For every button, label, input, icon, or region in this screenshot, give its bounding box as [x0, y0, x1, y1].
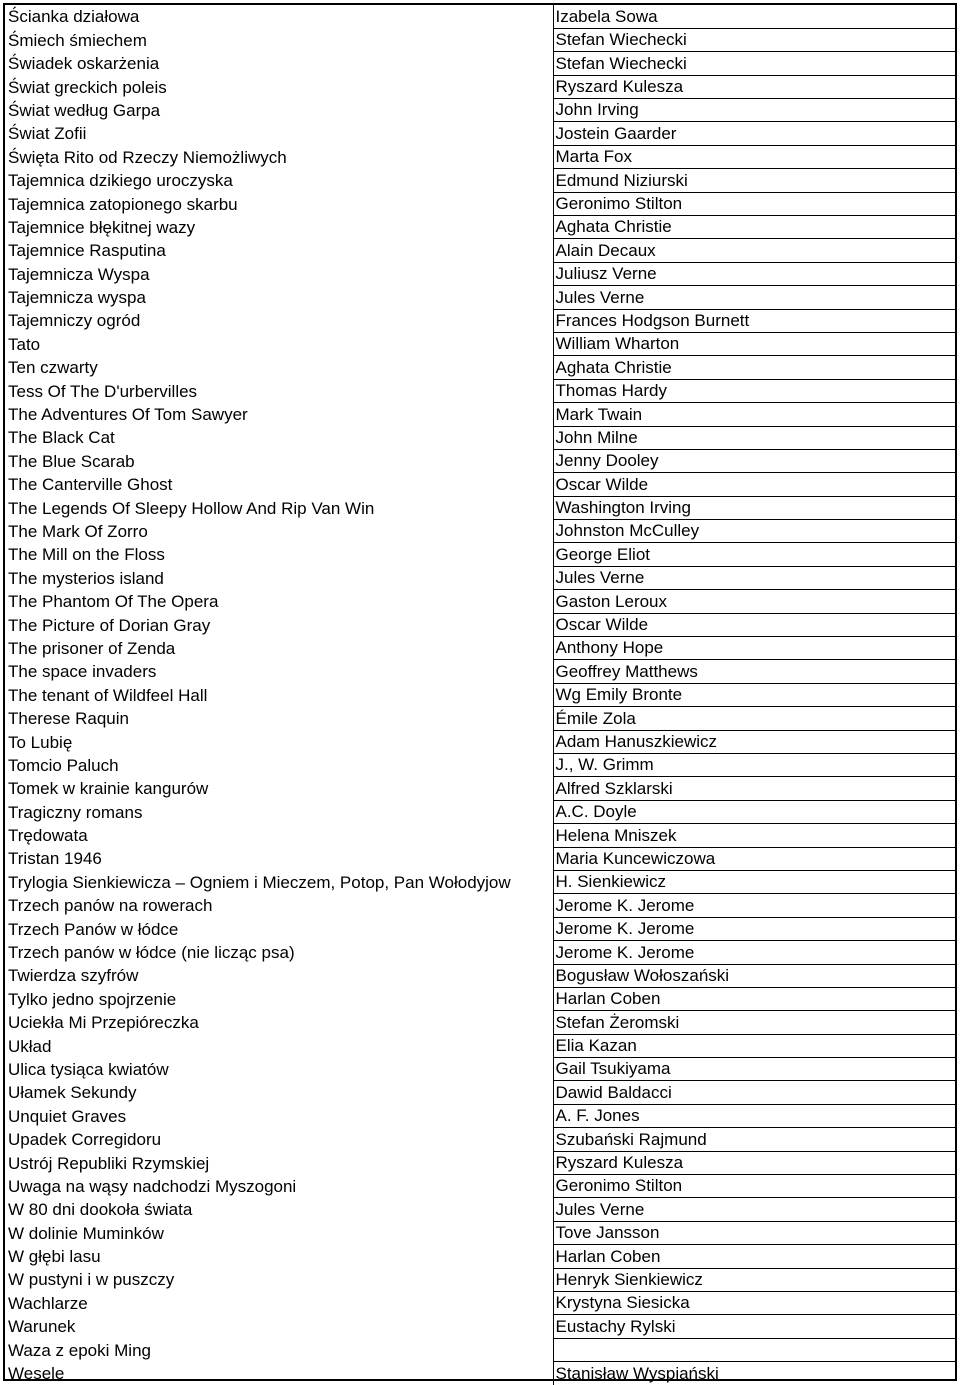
book-list-sheet [3, 3, 957, 1384]
table-row [5, 1362, 955, 1385]
table-row [5, 777, 955, 800]
table-row [5, 1011, 955, 1034]
table-row [5, 192, 955, 215]
book-title-cell: Unquiet Graves [8, 1106, 127, 1126]
table-row [5, 28, 955, 51]
table-row [5, 941, 955, 964]
table-row [5, 1104, 955, 1127]
book-author-cell: A. F. Jones [553, 1104, 955, 1127]
book-title-cell: The space invaders [8, 662, 157, 682]
table-row [5, 1128, 955, 1151]
book-title-cell: Świadek oskarżenia [8, 54, 160, 74]
book-author-cell: Szubański Rajmund [553, 1128, 955, 1151]
book-title-cell: To Lubię [8, 732, 73, 752]
book-title-cell: The Mill on the Floss [8, 545, 165, 565]
book-author-cell: Mark Twain [553, 403, 955, 426]
table-row [5, 75, 955, 98]
table-row [5, 613, 955, 636]
book-author-cell: Geronimo Stilton [553, 1175, 955, 1198]
book-title-cell: Tylko jedno spojrzenie [8, 989, 177, 1009]
book-author-cell: Helena Mniszek [553, 824, 955, 847]
book-title-cell: Tato [8, 334, 41, 354]
book-author-cell: Stefan Żeromski [553, 1011, 955, 1034]
book-author-cell: Johnston McCulley [553, 520, 955, 543]
book-author-cell: William Wharton [553, 332, 955, 355]
book-author-cell: Oscar Wilde [553, 473, 955, 496]
book-author-cell: Ryszard Kulesza [553, 75, 955, 98]
book-author-cell: Stanisław Wyspiański [553, 1362, 955, 1385]
table-row [5, 683, 955, 706]
table-row [5, 660, 955, 683]
book-author-cell: Jules Verne [553, 1198, 955, 1221]
book-table [5, 5, 955, 1385]
book-author-cell: Elia Kazan [553, 1034, 955, 1057]
table-row [5, 824, 955, 847]
book-title-cell: Świat greckich poleis [8, 77, 167, 97]
book-title-cell: Therese Raquin [8, 709, 129, 729]
book-author-cell: Wg Emily Bronte [553, 683, 955, 706]
book-author-cell: Juliusz Verne [553, 262, 955, 285]
book-author-cell: Stefan Wiechecki [553, 28, 955, 51]
book-author-cell: A.C. Doyle [553, 800, 955, 823]
book-title-cell: The mysterios island [8, 568, 164, 588]
book-table-body [5, 5, 955, 1385]
book-author-cell: Bogusław Wołoszański [553, 964, 955, 987]
book-title-cell: Tajemnicza wyspa [8, 288, 146, 308]
book-author-cell: John Irving [553, 99, 955, 122]
book-author-cell: Jules Verne [553, 286, 955, 309]
book-author-cell: John Milne [553, 426, 955, 449]
book-author-cell: Alain Decaux [553, 239, 955, 262]
book-author-cell: Marta Fox [553, 145, 955, 168]
book-title-cell: Upadek Corregidoru [8, 1130, 162, 1150]
book-title-cell: The Picture of Dorian Gray [8, 615, 211, 635]
book-title-cell: The Mark Of Zorro [8, 521, 148, 541]
book-title-cell: Uwaga na wąsy nadchodzi Myszogoni [8, 1176, 297, 1196]
book-author-cell: Adam Hanuszkiewicz [553, 730, 955, 753]
table-row [5, 286, 955, 309]
book-author-cell: Jerome K. Jerome [553, 917, 955, 940]
book-title-cell: Tomcio Paluch [8, 755, 119, 775]
table-row [5, 1291, 955, 1314]
book-author-cell: H. Sienkiewicz [553, 870, 955, 893]
table-row [5, 847, 955, 870]
book-author-cell: Maria Kuncewiczowa [553, 847, 955, 870]
book-author-cell: Aghata Christie [553, 356, 955, 379]
book-author-cell: Geoffrey Matthews [553, 660, 955, 683]
book-title-cell: Waza z epoki Ming [8, 1340, 151, 1360]
book-title-cell: Tajemnica zatopionego skarbu [8, 194, 238, 214]
book-title-cell: The Black Cat [8, 428, 115, 448]
table-row [5, 1268, 955, 1291]
book-author-cell: Gail Tsukiyama [553, 1058, 955, 1081]
book-title-cell: Tajemnicza Wyspa [8, 264, 150, 284]
book-author-cell: Stefan Wiechecki [553, 52, 955, 75]
table-row [5, 1081, 955, 1104]
book-author-cell: J., W. Grimm [553, 754, 955, 777]
table-row [5, 730, 955, 753]
book-title-cell: Uciekła Mi Przepióreczka [8, 1013, 199, 1033]
book-author-cell: Harlan Coben [553, 987, 955, 1010]
table-row [5, 964, 955, 987]
book-author-cell: Geronimo Stilton [553, 192, 955, 215]
book-title-cell: Świat według Garpa [8, 100, 161, 120]
table-row [5, 987, 955, 1010]
table-row [5, 870, 955, 893]
book-title-cell: Układ [8, 1036, 52, 1056]
book-title-cell: The tenant of Wildfeel Hall [8, 685, 208, 705]
table-row [5, 52, 955, 75]
book-title-cell: Tragiczny romans [8, 802, 143, 822]
book-author-cell: Krystyna Siesicka [553, 1291, 955, 1314]
book-title-cell: Ułamek Sekundy [8, 1083, 137, 1103]
book-author-cell: Dawid Baldacci [553, 1081, 955, 1104]
book-title-cell: Ustrój Republiki Rzymskiej [8, 1153, 210, 1173]
table-row [5, 1151, 955, 1174]
book-author-cell: Alfred Szklarski [553, 777, 955, 800]
table-row [5, 894, 955, 917]
book-author-cell: Ryszard Kulesza [553, 1151, 955, 1174]
book-title-cell: Ulica tysiąca kwiatów [8, 1059, 169, 1079]
book-title-cell: Wesele [8, 1364, 65, 1384]
book-title-cell: The Canterville Ghost [8, 475, 173, 495]
book-author-cell: Jules Verne [553, 566, 955, 589]
book-author-cell: Harlan Coben [553, 1245, 955, 1268]
table-row [5, 99, 955, 122]
book-title-cell: Śmiech śmiechem [8, 30, 147, 50]
book-author-cell: Anthony Hope [553, 637, 955, 660]
book-author-cell: Jerome K. Jerome [553, 941, 955, 964]
table-row [5, 449, 955, 472]
book-author-cell: Émile Zola [553, 707, 955, 730]
book-title-cell: Święta Rito od Rzeczy Niemożliwych [8, 147, 287, 167]
table-row [5, 496, 955, 519]
book-title-cell: Tajemniczy ogród [8, 311, 141, 331]
book-title-cell: W pustyni i w puszczy [8, 1270, 175, 1290]
book-title-cell: The prisoner of Zenda [8, 638, 176, 658]
book-title-cell: Tomek w krainie kangurów [8, 779, 209, 799]
book-title-cell: Trzech panów w łódce (nie licząc psa) [8, 943, 295, 963]
book-author-cell: Edmund Niziurski [553, 169, 955, 192]
table-row [5, 520, 955, 543]
table-row [5, 754, 955, 777]
table-row [5, 332, 955, 355]
table-row [5, 122, 955, 145]
table-row [5, 403, 955, 426]
book-title-cell: Tess Of The D'urbervilles [8, 381, 198, 401]
table-row [5, 1315, 955, 1338]
table-row [5, 216, 955, 239]
book-title-cell: W głębi lasu [8, 1247, 101, 1267]
book-title-cell: Warunek [8, 1317, 76, 1337]
table-row [5, 169, 955, 192]
book-title-cell: Tristan 1946 [8, 849, 102, 869]
book-title-cell: The Legends Of Sleepy Hollow And Rip Van Win [8, 498, 375, 518]
book-title-cell: Ścianka działowa [8, 7, 140, 27]
book-title-cell: Trzech Panów w łódce [8, 919, 179, 939]
book-title-cell: Świat Zofii [8, 124, 87, 144]
table-row [5, 473, 955, 496]
book-author-cell: Jenny Dooley [553, 449, 955, 472]
table-row [5, 917, 955, 940]
book-author-cell: Oscar Wilde [553, 613, 955, 636]
table-row [5, 800, 955, 823]
book-title-cell: Tajemnica dzikiego uroczyska [8, 171, 233, 191]
table-row [5, 1221, 955, 1244]
book-author-cell [553, 1338, 955, 1361]
book-author-cell: Washington Irving [553, 496, 955, 519]
book-author-cell: Gaston Leroux [553, 590, 955, 613]
book-author-cell: Henryk Sienkiewicz [553, 1268, 955, 1291]
book-author-cell: Eustachy Rylski [553, 1315, 955, 1338]
book-title-cell: W 80 dni dookoła świata [8, 1200, 193, 1220]
book-title-cell: The Phantom Of The Opera [8, 592, 219, 612]
book-author-cell: Aghata Christie [553, 216, 955, 239]
book-author-cell: Jostein Gaarder [553, 122, 955, 145]
book-title-cell: Wachlarze [8, 1293, 88, 1313]
table-row [5, 1175, 955, 1198]
table-row [5, 707, 955, 730]
table-row [5, 356, 955, 379]
book-author-cell: Tove Jansson [553, 1221, 955, 1244]
table-row [5, 1338, 955, 1361]
book-title-cell: Trędowata [8, 826, 88, 846]
book-author-cell: Jerome K. Jerome [553, 894, 955, 917]
table-row [5, 1245, 955, 1268]
table-row [5, 379, 955, 402]
book-title-cell: The Adventures Of Tom Sawyer [8, 405, 248, 425]
book-title-cell: Trylogia Sienkiewicza – Ogniem i Mieczem, Potop, Pan Wołodyjow [8, 872, 511, 892]
book-author-cell: George Eliot [553, 543, 955, 566]
book-title-cell: Tajemnice Rasputina [8, 241, 166, 261]
table-row [5, 1034, 955, 1057]
table-row [5, 145, 955, 168]
table-row [5, 1198, 955, 1221]
book-author-cell: Izabela Sowa [553, 5, 955, 28]
book-title-cell: W dolinie Muminków [8, 1223, 164, 1243]
table-row [5, 5, 955, 28]
book-title-cell: Ten czwarty [8, 358, 98, 378]
book-title-cell: Trzech panów na rowerach [8, 896, 213, 916]
book-title-cell: Twierdza szyfrów [8, 966, 139, 986]
book-title-cell: The Blue Scarab [8, 451, 135, 471]
book-title-cell: Tajemnice błękitnej wazy [8, 217, 196, 237]
table-row [5, 1058, 955, 1081]
book-author-cell: Thomas Hardy [553, 379, 955, 402]
table-row [5, 426, 955, 449]
table-row [5, 543, 955, 566]
table-row [5, 637, 955, 660]
table-row [5, 590, 955, 613]
table-row [5, 239, 955, 262]
table-row [5, 262, 955, 285]
table-row [5, 566, 955, 589]
table-row [5, 309, 955, 332]
book-author-cell: Frances Hodgson Burnett [553, 309, 955, 332]
